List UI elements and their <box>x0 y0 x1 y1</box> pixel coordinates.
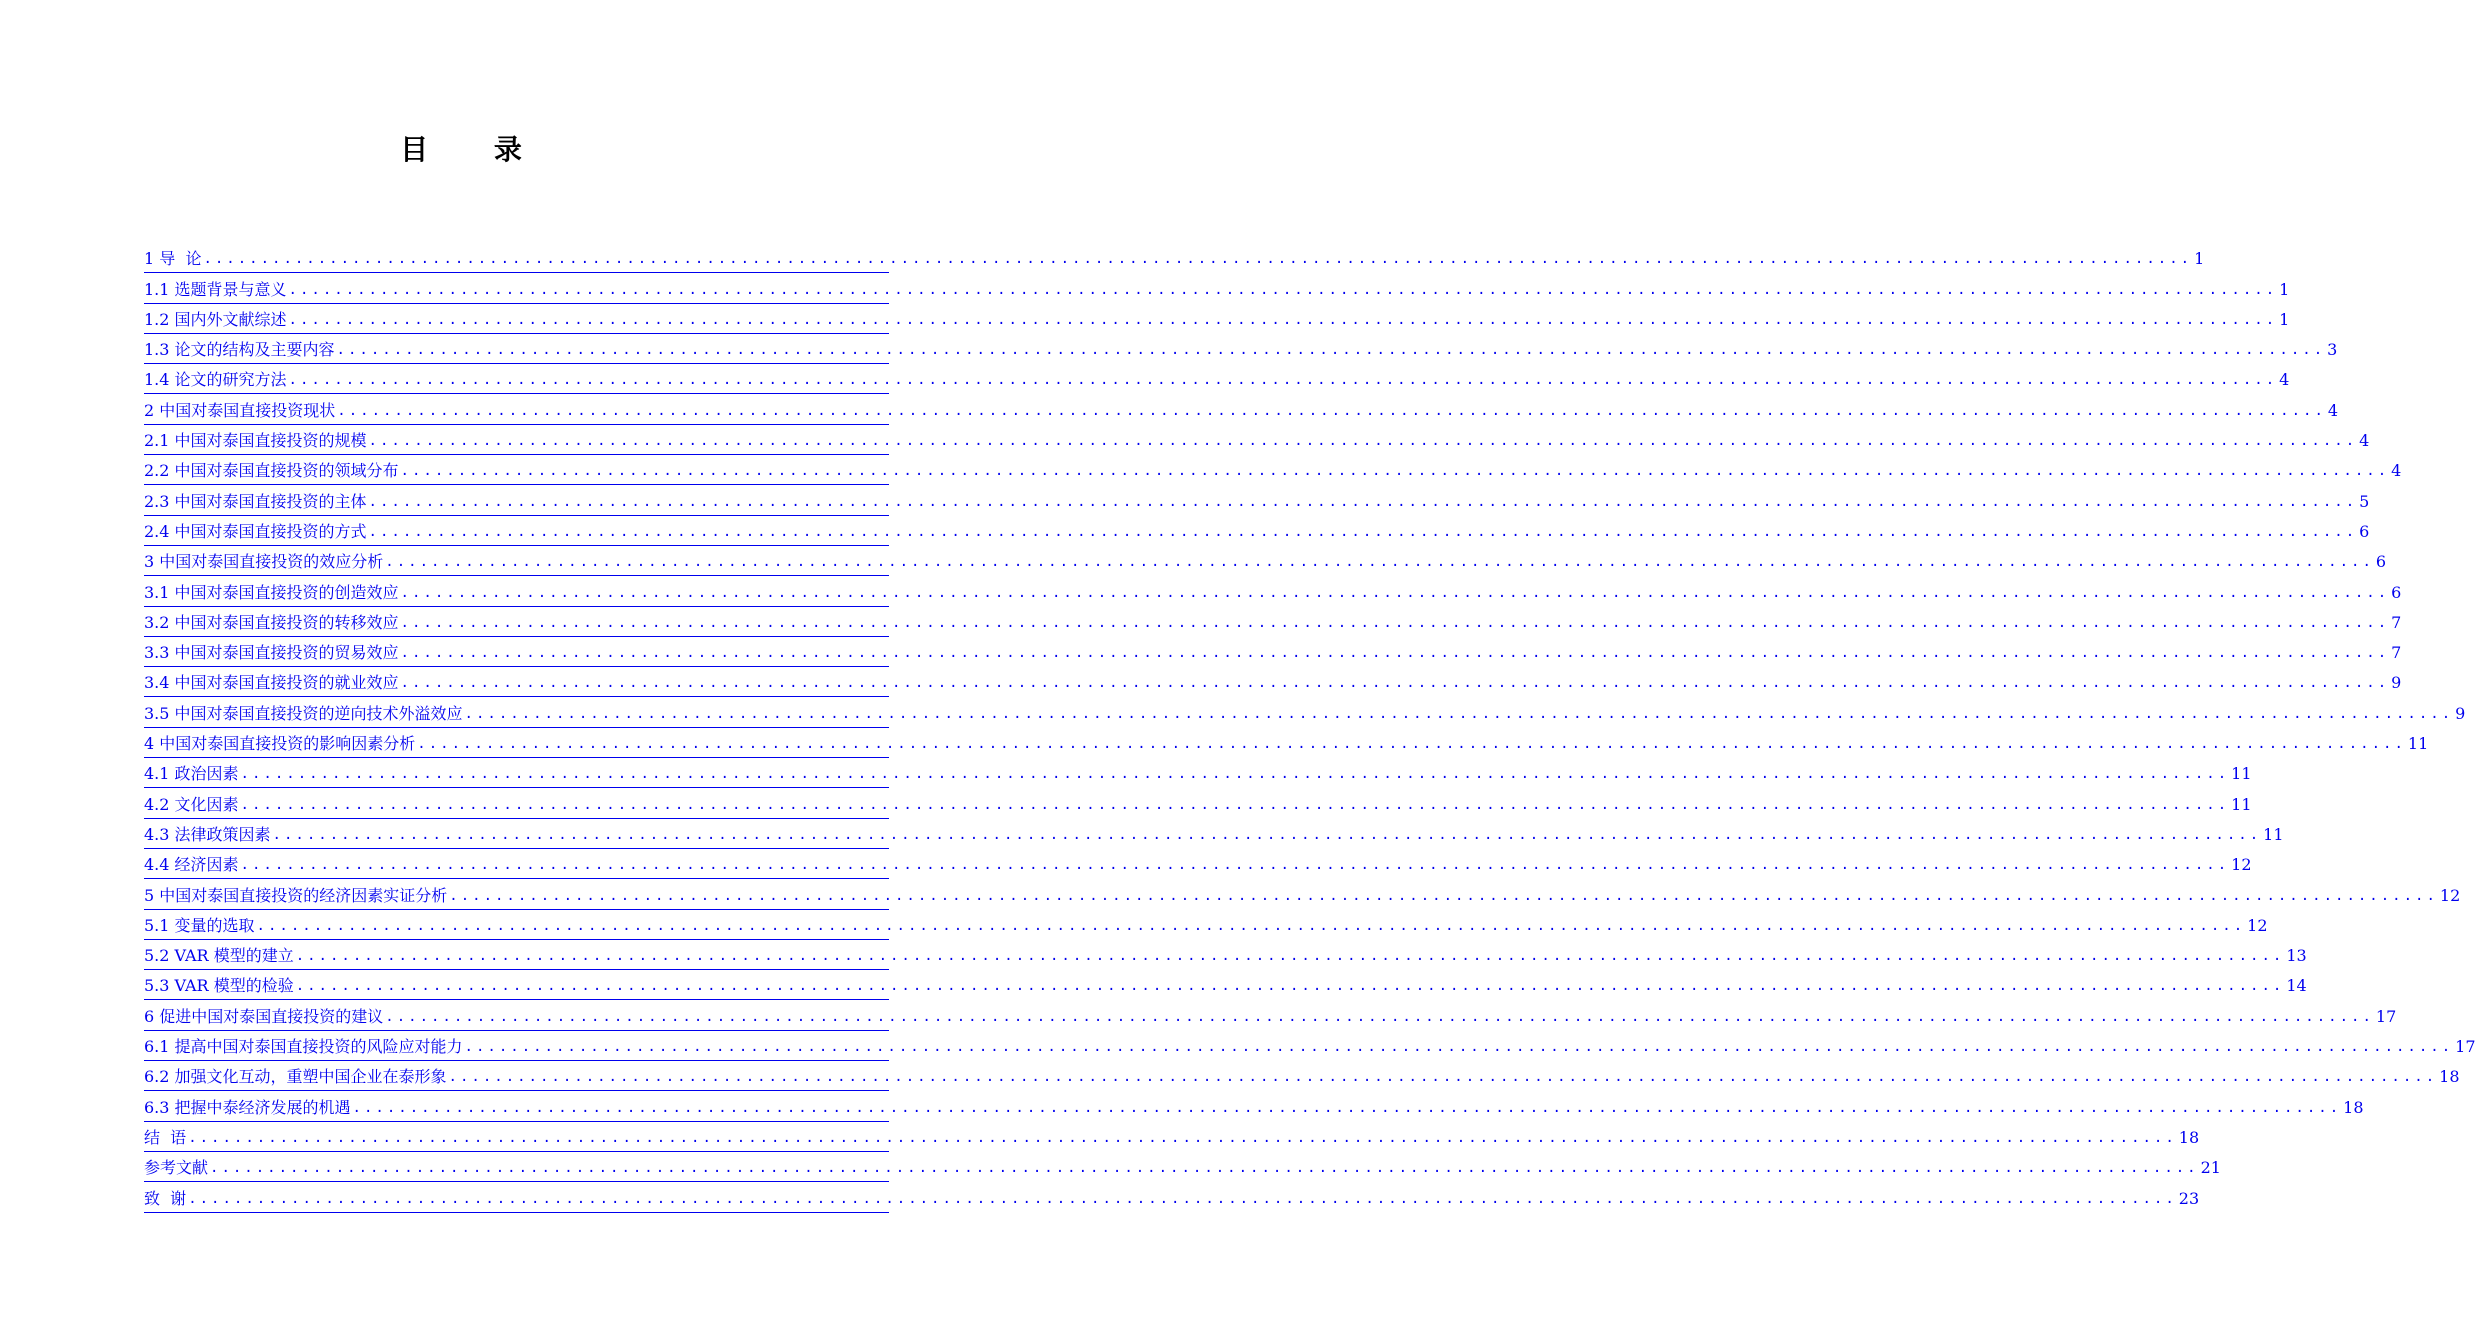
toc-link[interactable] <box>144 394 2339 424</box>
toc-dot-leader: .............................................................................................................................................................................. <box>368 493 2358 510</box>
toc-item <box>144 728 2429 758</box>
toc-dot-leader: .............................................................................................................................................................................. <box>188 1129 2177 1146</box>
toc-page-number: 1 <box>2194 249 2205 269</box>
toc-dot-leader: .............................................................................................................................................................................. <box>188 1190 2177 1207</box>
toc-item <box>144 879 2461 909</box>
toc-item <box>144 849 2252 879</box>
toc-entry-label: 5.3 VAR 模型的检验 <box>144 976 294 996</box>
toc-item <box>144 273 2290 303</box>
toc-page-number: 6 <box>2359 521 2370 541</box>
toc-page-number: 4 <box>2327 400 2339 420</box>
toc-entry-label: 1.2 国内外文献综述 <box>144 309 287 329</box>
toc-link[interactable] <box>144 546 2387 576</box>
toc-entry-label: 6 促进中国对泰国直接投资的建议 <box>144 1006 384 1026</box>
toc-item <box>144 970 2307 1000</box>
toc-link[interactable] <box>144 485 2370 515</box>
toc-item <box>144 1061 2460 1091</box>
toc-item <box>144 697 2466 727</box>
toc-link[interactable] <box>144 607 2402 637</box>
toc-item <box>144 334 2338 364</box>
toc-page-number: 14 <box>2286 976 2307 996</box>
toc-page-number: 3 <box>2327 340 2338 360</box>
toc-dot-leader: .............................................................................................................................................................................. <box>240 796 2230 813</box>
toc-link[interactable] <box>144 364 2290 394</box>
toc-link[interactable] <box>144 970 2307 1000</box>
toc-entry-label: 参考文献 <box>144 1158 209 1178</box>
toc-page-number: 7 <box>2391 643 2402 663</box>
toc-dot-leader: .............................................................................................................................................................................. <box>272 826 2262 843</box>
toc-dot-leader: .............................................................................................................................................................................. <box>400 675 2390 692</box>
page-title: 目 录 <box>400 133 550 166</box>
toc-dot-leader: .............................................................................................................................................................................. <box>288 311 2278 328</box>
toc-entry-label: 致 谢 <box>144 1188 187 1208</box>
toc-item <box>144 910 2268 940</box>
toc-item <box>144 425 2370 455</box>
toc-entry-label: 4.1 政治因素 <box>144 764 239 784</box>
toc-page-number: 9 <box>2455 703 2466 723</box>
toc-entry-label: 4 中国对泰国直接投资的影响因素分析 <box>144 734 416 754</box>
toc-link[interactable] <box>144 637 2402 667</box>
toc-entry-label: 3.5 中国对泰国直接投资的逆向技术外溢效应 <box>144 703 463 723</box>
toc-link[interactable] <box>144 455 2402 485</box>
toc-page-number: 18 <box>2439 1067 2460 1087</box>
toc-entry-label: 4.3 法律政策因素 <box>144 824 271 844</box>
toc-entry-label: 3 中国对泰国直接投资的效应分析 <box>144 552 384 572</box>
toc-dot-leader: .............................................................................................................................................................................. <box>240 766 2230 783</box>
toc-page-number: 6 <box>2375 552 2387 572</box>
toc-item <box>144 637 2402 667</box>
toc-link[interactable] <box>144 667 2402 697</box>
toc-dot-leader: .............................................................................................................................................................................. <box>288 281 2278 298</box>
toc-item <box>144 1031 2476 1061</box>
toc-link[interactable] <box>144 879 2461 909</box>
toc-item <box>144 304 2290 334</box>
toc-link[interactable] <box>144 334 2338 364</box>
toc-page-number: 4 <box>2391 461 2402 481</box>
toc-entry-label: 2.4 中国对泰国直接投资的方式 <box>144 521 367 541</box>
toc-item <box>144 546 2387 576</box>
toc-dot-leader: .............................................................................................................................................................................. <box>368 523 2358 540</box>
toc-page-number: 11 <box>2231 794 2252 814</box>
toc-item <box>144 667 2402 697</box>
toc-entry-label: 3.2 中国对泰国直接投资的转移效应 <box>144 612 399 632</box>
toc-page-number: 23 <box>2178 1188 2200 1208</box>
toc-dot-leader: .............................................................................................................................................................................. <box>256 917 2246 934</box>
toc-page-number: 11 <box>2407 734 2429 754</box>
toc-entry-label: 3.3 中国对泰国直接投资的贸易效应 <box>144 643 399 663</box>
toc-link[interactable] <box>144 516 2370 546</box>
toc-page-number: 4 <box>2359 431 2370 451</box>
toc-dot-leader: .............................................................................................................................................................................. <box>210 1160 2199 1177</box>
toc-page-number: 13 <box>2286 946 2307 966</box>
toc-page-number: 18 <box>2343 1097 2364 1117</box>
toc-dot-leader: .............................................................................................................................................................................. <box>288 372 2278 389</box>
toc-entry-label: 6.3 把握中泰经济发展的机遇 <box>144 1097 351 1117</box>
toc-link[interactable] <box>144 940 2307 970</box>
toc-link[interactable] <box>144 788 2252 818</box>
toc-item <box>144 1152 2221 1182</box>
toc-dot-leader: .............................................................................................................................................................................. <box>337 402 2326 419</box>
toc-link[interactable] <box>144 728 2429 758</box>
toc-entry-label: 1.3 论文的结构及主要内容 <box>144 340 335 360</box>
toc-link[interactable] <box>144 1182 2200 1212</box>
toc-link[interactable] <box>144 576 2402 606</box>
toc-item <box>144 1182 2200 1212</box>
toc-link[interactable] <box>144 819 2284 849</box>
toc-page-number: 5 <box>2359 491 2370 511</box>
toc-link[interactable] <box>144 697 2466 727</box>
toc-dot-leader: .............................................................................................................................................................................. <box>464 705 2454 722</box>
toc-page-number: 9 <box>2391 673 2402 693</box>
toc-link[interactable] <box>144 1152 2221 1182</box>
toc-item <box>144 364 2290 394</box>
toc-page-number: 18 <box>2178 1127 2200 1147</box>
toc-dot-leader: .............................................................................................................................................................................. <box>400 463 2390 480</box>
toc-page-number: 11 <box>2263 824 2284 844</box>
toc-item <box>144 758 2252 788</box>
toc-item <box>144 1091 2364 1121</box>
toc-page-number: 21 <box>2200 1158 2221 1178</box>
toc-entry-label: 1.1 选题背景与意义 <box>144 279 287 299</box>
toc-dot-leader: .............................................................................................................................................................................. <box>352 1099 2342 1116</box>
toc-dot-leader: .............................................................................................................................................................................. <box>295 948 2285 965</box>
toc-entry-label: 2 中国对泰国直接投资现状 <box>144 400 336 420</box>
toc-entry-label: 3.1 中国对泰国直接投资的创造效应 <box>144 582 399 602</box>
toc-entry-label: 2.2 中国对泰国直接投资的领域分布 <box>144 461 399 481</box>
toc-item <box>144 576 2402 606</box>
toc-link[interactable] <box>144 1061 2460 1091</box>
toc-entry-label: 2.3 中国对泰国直接投资的主体 <box>144 491 367 511</box>
toc-dot-leader: .............................................................................................................................................................................. <box>400 614 2390 631</box>
toc-page-number: 17 <box>2375 1006 2397 1026</box>
toc-item <box>144 516 2370 546</box>
toc-dot-leader: .............................................................................................................................................................................. <box>464 1039 2454 1056</box>
toc-link[interactable] <box>144 758 2252 788</box>
toc-entry-label: 4.4 经济因素 <box>144 855 239 875</box>
toc-item <box>144 819 2284 849</box>
table-of-contents <box>144 243 2476 1213</box>
toc-dot-leader: .............................................................................................................................................................................. <box>295 978 2285 995</box>
toc-page-number: 12 <box>2247 915 2268 935</box>
toc-dot-leader: .............................................................................................................................................................................. <box>240 857 2230 874</box>
toc-item <box>144 940 2307 970</box>
toc-dot-leader: .............................................................................................................................................................................. <box>385 554 2374 571</box>
toc-item <box>144 485 2370 515</box>
toc-page-number: 11 <box>2231 764 2252 784</box>
toc-item <box>144 394 2339 424</box>
toc-entry-label: 1.4 论文的研究方法 <box>144 370 287 390</box>
toc-entry-label: 3.4 中国对泰国直接投资的就业效应 <box>144 673 399 693</box>
toc-entry-label: 5.1 变量的选取 <box>144 915 255 935</box>
toc-dot-leader: .............................................................................................................................................................................. <box>385 1008 2374 1025</box>
toc-link[interactable] <box>144 304 2290 334</box>
toc-entry-label: 5.2 VAR 模型的建立 <box>144 946 294 966</box>
toc-page-number: 12 <box>2231 855 2252 875</box>
toc-link[interactable] <box>144 1031 2476 1061</box>
toc-item <box>144 1122 2200 1152</box>
toc-page-number: 1 <box>2279 279 2290 299</box>
toc-entry-label: 5 中国对泰国直接投资的经济因素实证分析 <box>144 885 448 905</box>
toc-entry-label: 6.1 提高中国对泰国直接投资的风险应对能力 <box>144 1037 463 1057</box>
toc-link[interactable] <box>144 1091 2364 1121</box>
toc-link[interactable] <box>144 425 2370 455</box>
toc-page-number: 7 <box>2391 612 2402 632</box>
toc-link[interactable] <box>144 1122 2200 1152</box>
toc-dot-leader: .............................................................................................................................................................................. <box>400 645 2390 662</box>
toc-entry-label: 6.2 加强文化互动，重塑中国企业在泰形象 <box>144 1067 447 1087</box>
toc-page-number: 12 <box>2439 885 2461 905</box>
toc-dot-leader: .............................................................................................................................................................................. <box>448 1069 2438 1086</box>
toc-dot-leader: .............................................................................................................................................................................. <box>336 342 2326 359</box>
toc-dot-leader: .............................................................................................................................................................................. <box>368 433 2358 450</box>
toc-item <box>144 607 2402 637</box>
toc-item <box>144 1000 2397 1030</box>
toc-page-number: 4 <box>2279 370 2290 390</box>
toc-link[interactable] <box>144 849 2252 879</box>
toc-entry-label: 结 语 <box>144 1127 187 1147</box>
toc-item <box>144 455 2402 485</box>
toc-page-number: 6 <box>2391 582 2402 602</box>
toc-page-number: 17 <box>2455 1037 2476 1057</box>
toc-dot-leader: .............................................................................................................................................................................. <box>417 736 2406 753</box>
toc-link[interactable] <box>144 243 2205 273</box>
toc-dot-leader: .............................................................................................................................................................................. <box>400 584 2390 601</box>
toc-link[interactable] <box>144 910 2268 940</box>
toc-item <box>144 243 2205 273</box>
toc-entry-label: 2.1 中国对泰国直接投资的规模 <box>144 431 367 451</box>
toc-dot-leader: .............................................................................................................................................................................. <box>203 251 2193 268</box>
toc-entry-label: 1 导 论 <box>144 249 202 269</box>
toc-item <box>144 788 2252 818</box>
toc-entry-label: 4.2 文化因素 <box>144 794 239 814</box>
toc-page-number: 1 <box>2279 309 2290 329</box>
toc-link[interactable] <box>144 1000 2397 1030</box>
toc-dot-leader: .............................................................................................................................................................................. <box>449 887 2438 904</box>
toc-link[interactable] <box>144 273 2290 303</box>
